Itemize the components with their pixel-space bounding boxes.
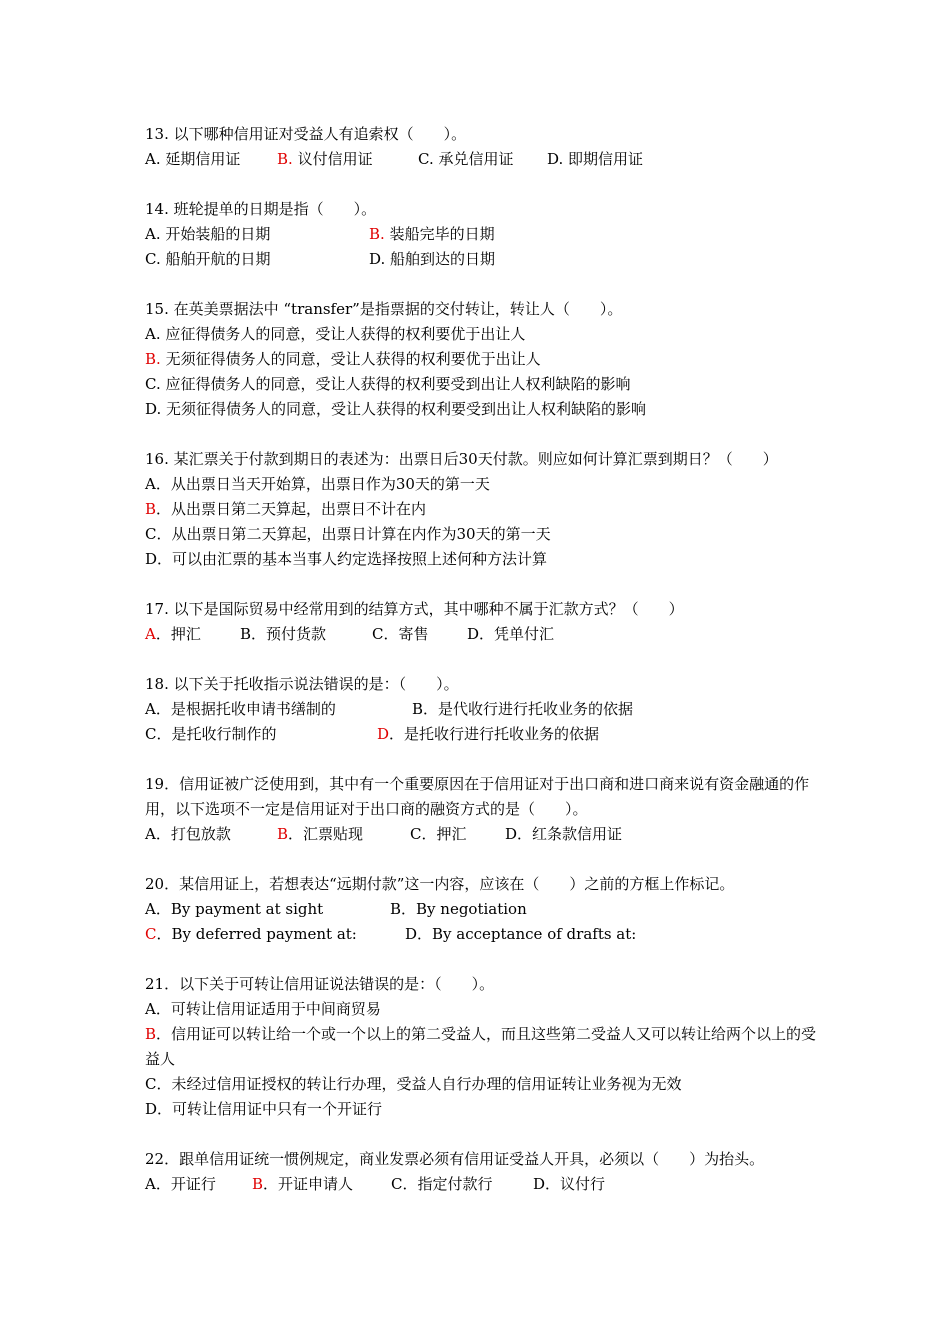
options-row bbox=[145, 922, 825, 947]
question-stem: 14. 班轮提单的日期是指（ ）。 bbox=[145, 200, 377, 218]
option-a: A．押汇 bbox=[145, 625, 201, 643]
option-a: A．从出票日当天开始算，出票日作为30天的第一天 bbox=[145, 475, 490, 493]
options-row bbox=[145, 697, 825, 722]
option-b: B．预付货款 bbox=[240, 625, 327, 643]
option-d: D．是托收行进行托收业务的依据 bbox=[377, 725, 600, 743]
option-d: D．可转让信用证中只有一个开证行 bbox=[145, 1100, 383, 1118]
option-d: D. 无须征得债务人的同意，受让人获得的权利要受到出让人权利缺陷的影响 bbox=[145, 400, 647, 418]
option-d: D. 船舶到达的日期 bbox=[369, 250, 496, 268]
option-c: C. 承兑信用证 bbox=[418, 150, 514, 168]
option-c: C．未经过信用证授权的转让行办理，受益人自行办理的信用证转让业务视为无效 bbox=[145, 1075, 682, 1093]
option-a: A．可转让信用证适用于中间商贸易 bbox=[145, 1000, 381, 1018]
question-stem: 18. 以下关于托收指示说法错误的是：（ ）。 bbox=[145, 675, 459, 693]
question-stem: 22．跟单信用证统一惯例规定，商业发票必须有信用证受益人开具，必须以（ ）为抬头。 bbox=[145, 1150, 765, 1168]
option-b: B．汇票贴现 bbox=[277, 825, 364, 843]
option-d: D．凭单付汇 bbox=[467, 625, 555, 643]
exam-page bbox=[145, 122, 825, 1222]
option-b: B．是代收行进行托收业务的依据 bbox=[412, 700, 634, 718]
question-22 bbox=[145, 1147, 825, 1197]
option-c: C. 船舶开航的日期 bbox=[145, 250, 271, 268]
question-18 bbox=[145, 672, 825, 747]
question-stem: 20．某信用证上，若想表达“远期付款”这一内容，应该在（ ）之前的方框上作标记。 bbox=[145, 875, 735, 893]
question-20 bbox=[145, 872, 825, 947]
option-b: B. 装船完毕的日期 bbox=[369, 225, 495, 243]
option-b: B. 无须征得债务人的同意，受让人获得的权利要优于出让人 bbox=[145, 350, 541, 368]
options-row bbox=[145, 897, 825, 922]
option-b: B. 议付信用证 bbox=[277, 150, 373, 168]
question-stem: 21．以下关于可转让信用证说法错误的是：（ ）。 bbox=[145, 975, 495, 993]
question-16 bbox=[145, 447, 825, 572]
question-stem: 19．信用证被广泛使用到，其中有一个重要原因在于信用证对于出口商和进口商来说有资金融通的作用，以下选项不一定是信用证对于出口商的融资方式的是（ ）。 bbox=[145, 775, 810, 818]
options-row bbox=[145, 247, 825, 272]
option-a: A. 应征得债务人的同意，受让人获得的权利要优于出让人 bbox=[145, 325, 526, 343]
question-19 bbox=[145, 772, 825, 847]
option-b: B．从出票日第二天算起，出票日不计在内 bbox=[145, 500, 427, 518]
option-c: C．是托收行制作的 bbox=[145, 725, 277, 743]
options-row bbox=[145, 147, 825, 172]
option-c: C．By deferred payment at: bbox=[145, 925, 357, 943]
question-stem: 13. 以下哪种信用证对受益人有追索权（ ）。 bbox=[145, 125, 467, 143]
options-row bbox=[145, 222, 825, 247]
question-15 bbox=[145, 297, 825, 422]
question-17 bbox=[145, 597, 825, 647]
option-b: B．信用证可以转让给一个或一个以上的第二受益人，而且这些第二受益人又可以转让给两个以上的受益人 bbox=[145, 1025, 817, 1068]
options-row bbox=[145, 1172, 825, 1197]
question-14 bbox=[145, 197, 825, 272]
question-stem: 15. 在英美票据法中 “transfer”是指票据的交付转让，转让人（ ）。 bbox=[145, 300, 623, 318]
option-b: B．开证申请人 bbox=[252, 1175, 354, 1193]
option-a: A．开证行 bbox=[145, 1175, 216, 1193]
option-c: C．寄售 bbox=[372, 625, 429, 643]
options-row bbox=[145, 722, 825, 747]
option-c: C．押汇 bbox=[410, 825, 467, 843]
option-a: A. 延期信用证 bbox=[145, 150, 241, 168]
option-a: A．By payment at sight bbox=[145, 900, 324, 918]
option-c: C. 应征得债务人的同意，受让人获得的权利要受到出让人权利缺陷的影响 bbox=[145, 375, 631, 393]
question-stem: 17. 以下是国际贸易中经常用到的结算方式，其中哪种不属于汇款方式？（ ） bbox=[145, 600, 684, 618]
option-d: D．议付行 bbox=[533, 1175, 606, 1193]
option-a: A．是根据托收申请书缮制的 bbox=[145, 700, 336, 718]
option-a: A．打包放款 bbox=[145, 825, 231, 843]
question-13 bbox=[145, 122, 825, 172]
question-stem: 16. 某汇票关于付款到期日的表述为：出票日后30天付款。则应如何计算汇票到期日？（ ） bbox=[145, 450, 778, 468]
options-row bbox=[145, 622, 825, 647]
option-c: C．从出票日第二天算起，出票日计算在内作为30天的第一天 bbox=[145, 525, 551, 543]
option-d: D. 即期信用证 bbox=[547, 150, 644, 168]
option-d: D．By acceptance of drafts at: bbox=[405, 925, 637, 943]
option-a: A. 开始装船的日期 bbox=[145, 225, 271, 243]
option-d: D．红条款信用证 bbox=[505, 825, 623, 843]
option-b: B．By negotiation bbox=[390, 900, 527, 918]
options-row bbox=[145, 822, 825, 847]
question-21 bbox=[145, 972, 825, 1122]
option-c: C．指定付款行 bbox=[391, 1175, 493, 1193]
option-d: D．可以由汇票的基本当事人约定选择按照上述何种方法计算 bbox=[145, 550, 548, 568]
